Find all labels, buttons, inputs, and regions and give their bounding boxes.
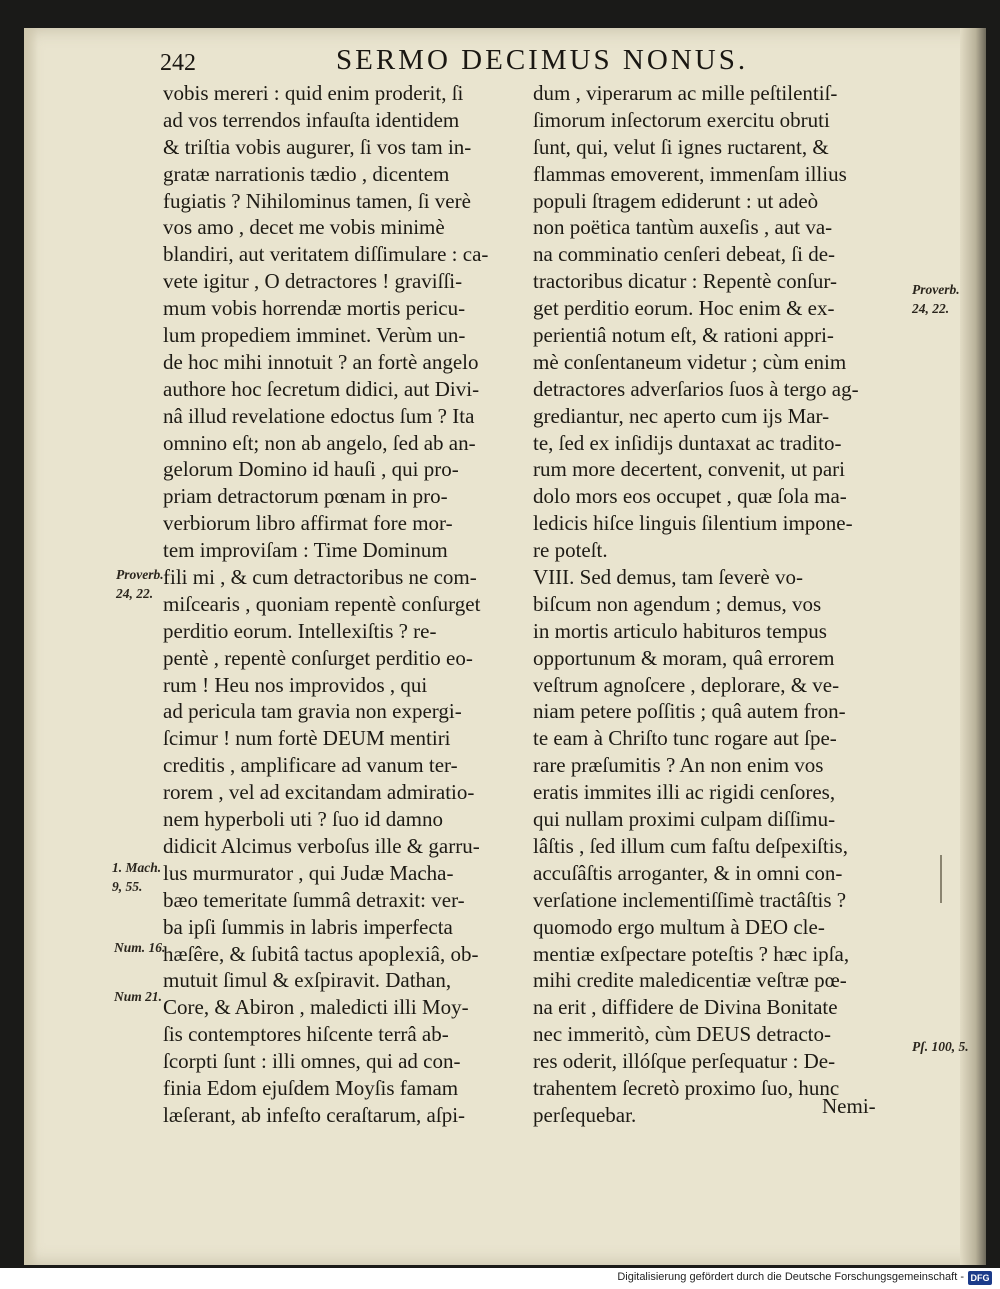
text-line: tractoribus dicatur : Repentè conſur-	[533, 269, 837, 294]
text-line: omnino eſt; non ab angelo, ſed ab an-	[163, 430, 476, 455]
text-line: vete igitur , O detractores ! graviſſi-	[163, 269, 463, 294]
margin-note-numbers-21	[114, 987, 162, 1006]
text-line: verſatione inclementiſſimè tractâſtis ?	[533, 887, 847, 912]
text-line: ſimorum inſectorum exercitu obruti	[533, 107, 830, 132]
text-line: blandiri, aut veritatem diſſimulare : ca-	[163, 242, 489, 267]
text-line: rum more decertent, convenit, ut pari	[533, 457, 845, 482]
text-line: verbiorum libro affirmat fore mor-	[163, 511, 453, 536]
margin-note-line: 1. Mach.	[112, 860, 162, 875]
text-line: fili mi , & cum detractoribus ne com-	[163, 565, 477, 590]
text-line: ſis contemptores hiſcente terrâ ab-	[163, 1022, 449, 1047]
text-line: eratis immites illi ac rigidi cenſores,	[533, 780, 836, 805]
page-gutter-shade	[24, 28, 38, 1265]
margin-note-line: Proverb.	[116, 567, 164, 582]
page-number: 242	[160, 50, 196, 76]
text-line: flammas emoverent, immenſam illius	[533, 161, 847, 186]
text-line: niam petere poſſitis ; quâ autem fron-	[533, 699, 846, 724]
footer-credit: Digitalisierung gefördert durch die Deutsche Forschungsgemeinschaft -	[617, 1271, 964, 1283]
text-line: creditis , amplificare ad vanum ter-	[163, 753, 458, 778]
text-line: hæſêre, & ſubitâ tactus apoplexiâ, ob-	[163, 941, 479, 966]
text-line: mè conſentaneum videtur ; cùm enim	[533, 349, 847, 374]
margin-note-psalm	[912, 1037, 969, 1056]
margin-note-line: 24, 22.	[116, 586, 154, 601]
text-line: authore hoc ſecretum didici, aut Divi-	[163, 376, 480, 401]
text-line: quomodo ergo multum à DEO cle-	[533, 914, 825, 939]
text-line: lus murmurator , qui Judæ Macha-	[163, 860, 454, 885]
text-line: mum vobis horrendæ mortis pericu-	[163, 296, 466, 321]
text-line: perientiâ notum eſt, & rationi appri-	[533, 323, 834, 348]
text-line: læſerant, ab infeſto ceraſtarum, aſpi-	[163, 1102, 466, 1127]
margin-note-maccabees	[112, 858, 161, 896]
text-line: mutuit ſimul & exſpiravit. Dathan,	[163, 968, 452, 993]
text-line: perditio eorum. Intellexiſtis ? re-	[163, 618, 437, 643]
margin-note-line: Pſ. 100, 5.	[912, 1039, 969, 1054]
text-line: tem improviſam : Time Dominum	[163, 538, 448, 563]
margin-note-line: 9, 55.	[112, 879, 143, 894]
text-line: grediantur, nec aperto cum ijs Mar-	[533, 403, 830, 428]
text-line: ſcimur ! num fortè DEUM mentiri	[163, 726, 451, 751]
text-line: ad pericula tam gravia non expergi-	[163, 699, 462, 724]
text-line: miſcearis , quoniam repentè conſurget	[163, 591, 481, 616]
text-line: re poteſt.	[533, 538, 608, 563]
text-line: nec immeritò, cùm DEUS detracto-	[533, 1022, 831, 1047]
text-column-right	[533, 80, 908, 1129]
text-line: VIII. Sed demus, tam ſeverè vo-	[533, 565, 803, 590]
text-line: qui nullam proximi culpam diſſimu-	[533, 807, 836, 832]
text-line: veſtrum agnoſcere , deplorare, & ve-	[533, 672, 840, 697]
text-line: de hoc mihi innotuit ? an fortè angelo	[163, 349, 479, 374]
text-line: in mortis articulo habituros tempus	[533, 618, 827, 643]
dfg-logo: DFG	[968, 1271, 992, 1285]
text-line: lâſtis , ſed illum cum faſtu deſpexiſtis,	[533, 833, 848, 858]
text-line: mentiæ exſpectare poteſtis ? hæc ipſa,	[533, 941, 850, 966]
text-line: vobis mereri : quid enim proderit, ſi	[163, 81, 464, 105]
margin-note-line: Proverb.	[912, 282, 960, 297]
margin-note-numbers-16	[114, 938, 165, 957]
catchword: Nemi-	[822, 1094, 876, 1118]
text-line: gelorum Domino id hauſi , qui pro-	[163, 457, 459, 482]
margin-note-proverb-left	[116, 565, 164, 603]
text-line: rare præſumitis ? An non enim vos	[533, 753, 824, 778]
text-line: biſcum non agendum ; demus, vos	[533, 591, 822, 616]
text-line: priam detractorum pœnam in pro-	[163, 484, 448, 509]
text-line: detractores adverſarios ſuos à tergo ag-	[533, 376, 859, 401]
text-line: mihi credite maledicentiæ veſtræ pœ-	[533, 968, 847, 993]
text-line: rorem , vel ad excitandam admiratio-	[163, 780, 475, 805]
footer-bar	[0, 1268, 1000, 1289]
running-title: SERMO DECIMUS NONUS.	[336, 44, 749, 76]
page-edge-shadow	[960, 28, 986, 1265]
text-line: dum , viperarum ac mille peſtilentiſ-	[533, 81, 838, 105]
text-line: dolo mors eos occupet , quæ ſola ma-	[533, 484, 847, 509]
text-line: accuſâſtis arroganter, & in omni con-	[533, 860, 843, 885]
text-line: trahentem ſecretò proximo ſuo, hunc	[533, 1075, 840, 1100]
text-line: opportunum & moram, quâ errorem	[533, 645, 835, 670]
text-line: didicit Alcimus verboſus ille & garru-	[163, 833, 480, 858]
text-line: te eam à Chriſto tunc rogare aut ſpe-	[533, 726, 837, 751]
text-line: & triſtia vobis augurer, ſi vos tam in-	[163, 134, 472, 159]
text-line: res oderit, illóſque perſequatur : De-	[533, 1049, 836, 1074]
text-line: ad vos terrendos infauſta identidem	[163, 107, 460, 132]
text-line: bæo temeritate ſummâ detraxit: ver-	[163, 887, 465, 912]
text-line: pentè , repentè conſurget perditio eo-	[163, 645, 473, 670]
text-column-left	[163, 80, 533, 1129]
text-line: ſcorpti ſunt : illi omnes, qui ad con-	[163, 1049, 461, 1074]
text-line: lum propediem imminet. Verùm un-	[163, 323, 466, 348]
margin-note-line: 24, 22.	[912, 301, 950, 316]
text-line: ba ipſi ſummis in labris imperfecta	[163, 914, 453, 939]
text-line: nem hyperboli uti ? ſuo id damno	[163, 807, 443, 832]
margin-note-line: Num 21.	[114, 989, 163, 1004]
text-line: vos amo , decet me vobis minimè	[163, 215, 445, 240]
text-line: nâ illud revelatione edoctus ſum ? Ita	[163, 403, 475, 428]
paper-blemish	[940, 855, 942, 903]
text-line: te, ſed ex inſidijs duntaxat ac tradito-	[533, 430, 842, 455]
text-line: get perditio eorum. Hoc enim & ex-	[533, 296, 835, 321]
text-line: na erit , diffidere de Divina Bonitate	[533, 995, 838, 1020]
text-line: na comminatio cenſeri debeat, ſi de-	[533, 242, 836, 267]
margin-note-line: Num. 16.	[114, 940, 166, 955]
text-line: ledicis hiſce linguis ſilentium impone-	[533, 511, 853, 536]
text-line: populi ſtragem ediderunt : ut adeò	[533, 188, 819, 213]
text-line: Core, & Abiron , maledicti illi Moy-	[163, 995, 469, 1020]
text-line: finia Edom ejuſdem Moyſis famam	[163, 1075, 459, 1100]
text-line: non poëtica tantùm auxeſis , aut va-	[533, 215, 833, 240]
margin-note-proverb-right	[912, 280, 960, 318]
text-line: rum ! Heu nos improvidos , qui	[163, 672, 428, 697]
text-line: fugiatis ? Nihilominus tamen, ſi verè	[163, 188, 471, 213]
text-line: ſunt, qui, velut ſi ignes ructarent, &	[533, 134, 829, 159]
text-line: perſequebar.	[533, 1102, 637, 1127]
text-line: gratæ narrationis tædio , dicentem	[163, 161, 450, 186]
